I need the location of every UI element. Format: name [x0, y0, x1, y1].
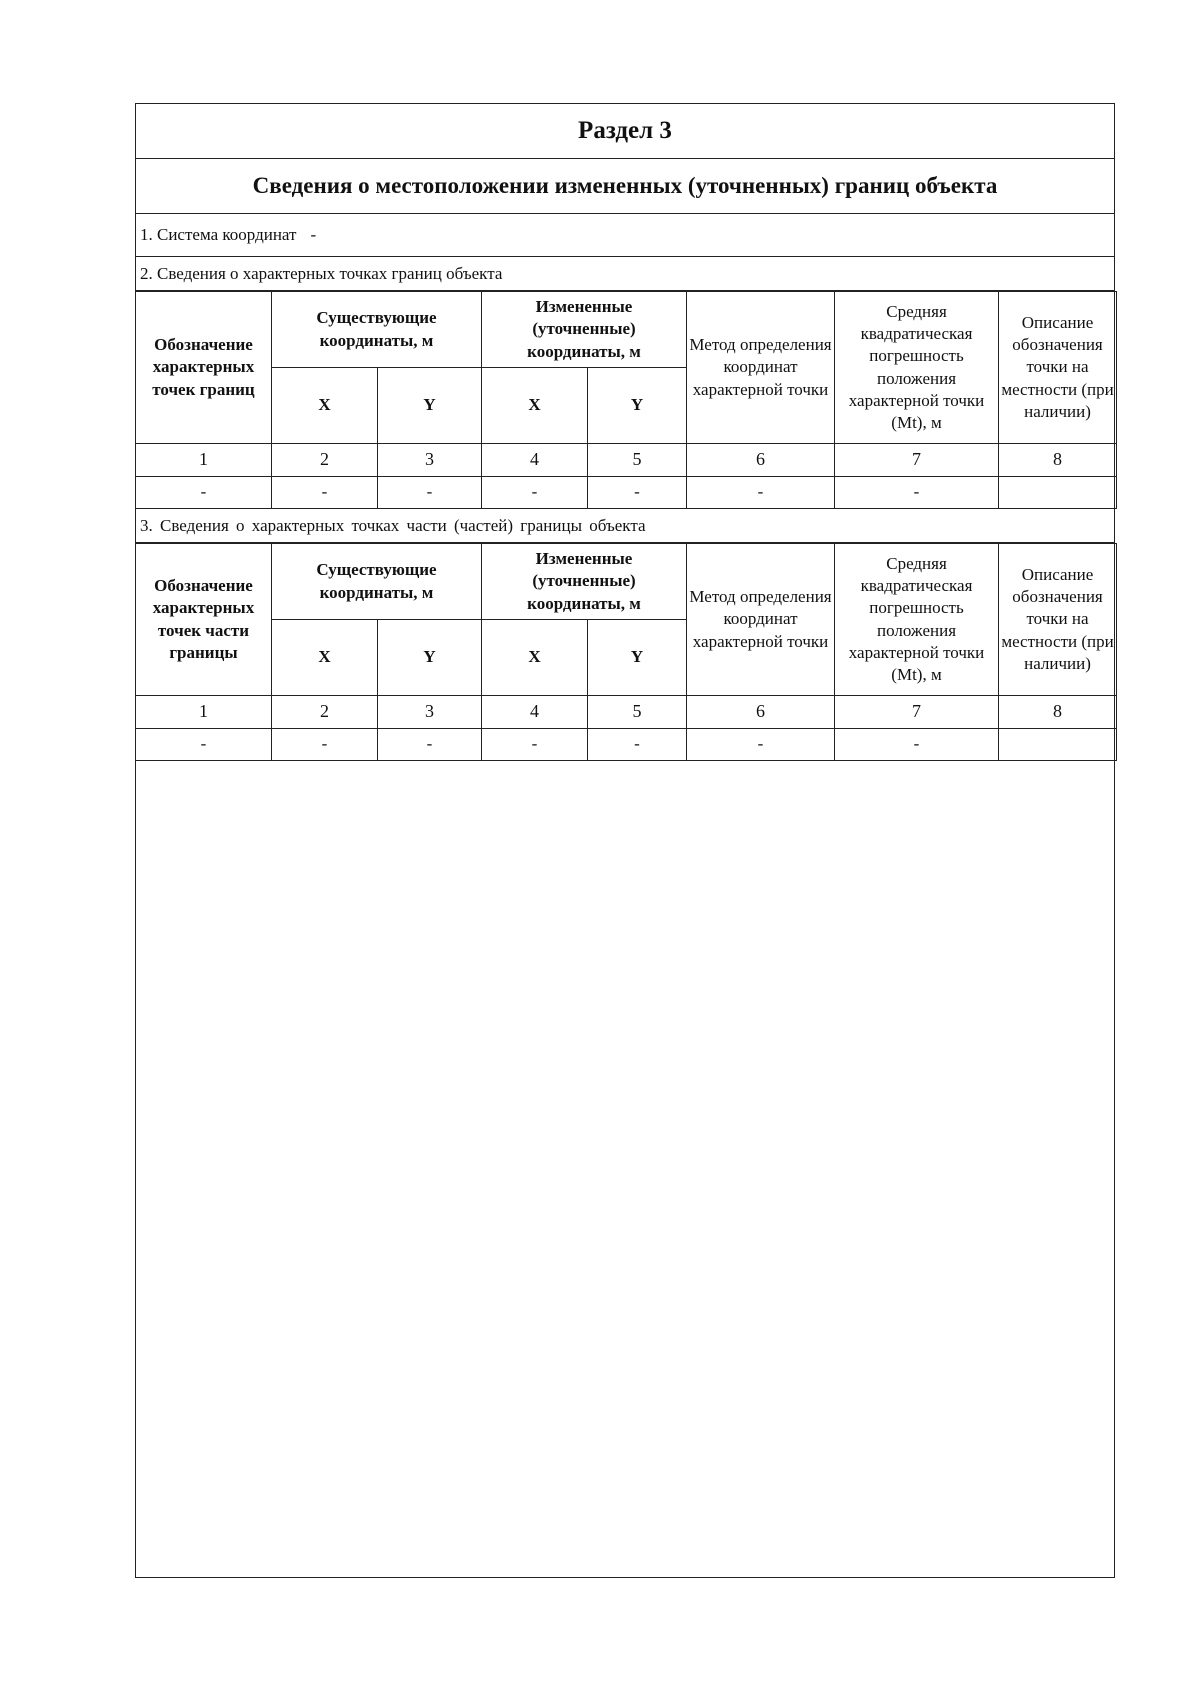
part2-header-existing: Существующие координаты, м: [272, 292, 482, 368]
part3-cell: -: [136, 729, 272, 761]
part3-header-y-changed: Y: [588, 620, 687, 696]
part2-col-number: 4: [482, 444, 588, 477]
part2-col-number: 3: [378, 444, 482, 477]
part2-header-method: Метод определения координат характерной точки: [687, 292, 835, 444]
part2-cell: -: [136, 477, 272, 509]
part2-header-y-existing: Y: [378, 368, 482, 444]
part2-col-number: 7: [835, 444, 999, 477]
part3-col-number: 4: [482, 696, 588, 729]
part2-header-y-changed: Y: [588, 368, 687, 444]
part3-col-number: 3: [378, 696, 482, 729]
part3-cell: -: [272, 729, 378, 761]
part2-cell: -: [482, 477, 588, 509]
part2-cell: -: [272, 477, 378, 509]
part2-cell: [999, 477, 1117, 509]
part3-caption: 3. Сведения о характерных точках части (частей) границы объекта: [136, 509, 1114, 543]
part3-col-number: 2: [272, 696, 378, 729]
part3-col-number: 6: [687, 696, 835, 729]
part3-cell: -: [835, 729, 999, 761]
part2-caption: 2. Сведения о характерных точках границ объекта: [136, 257, 1114, 291]
part2-header-x-changed: X: [482, 368, 588, 444]
part3-header-description: Описание обозначения точки на местности (при наличии): [999, 544, 1117, 696]
part2-cell: -: [687, 477, 835, 509]
part2-table: [135, 291, 1117, 509]
part2-cell: -: [378, 477, 482, 509]
part2-number-row: [136, 444, 1117, 477]
section-title: Раздел 3: [136, 104, 1114, 159]
part3-header-x-changed: X: [482, 620, 588, 696]
part2-header-designation: Обозначение характерных точек границ: [136, 292, 272, 444]
part3-header-existing: Существующие координаты, м: [272, 544, 482, 620]
coord-system-value: -: [310, 225, 317, 244]
part2-col-number: 2: [272, 444, 378, 477]
part3-col-number: 7: [835, 696, 999, 729]
part2-header-x-existing: X: [272, 368, 378, 444]
part2-col-number: 1: [136, 444, 272, 477]
coord-system-row: [136, 214, 1114, 257]
part3-header-changed: Измененные (уточненные) координаты, м: [482, 544, 687, 620]
part3-header-method: Метод определения координат характерной точки: [687, 544, 835, 696]
part3-col-number: 8: [999, 696, 1117, 729]
coord-system-label: 1. Система координат: [140, 225, 297, 244]
part3-col-number: 5: [588, 696, 687, 729]
part2-header-error: Средняя квадратическая погрешность положения характерной точки (Mt), м: [835, 292, 999, 444]
part3-col-number: 1: [136, 696, 272, 729]
document-frame: [135, 103, 1115, 1578]
part3-cell: -: [378, 729, 482, 761]
part3-value-row: [136, 729, 1117, 761]
part3-header-x-existing: X: [272, 620, 378, 696]
part3-header-designation: Обозначение характерных точек части границы: [136, 544, 272, 696]
part2-col-number: 6: [687, 444, 835, 477]
part3-number-row: [136, 696, 1117, 729]
part3-cell: -: [687, 729, 835, 761]
part2-header-changed: Измененные (уточненные) координаты, м: [482, 292, 687, 368]
part3-cell: [999, 729, 1117, 761]
part2-header-description: Описание обозначения точки на местности (при наличии): [999, 292, 1117, 444]
part2-value-row: [136, 477, 1117, 509]
section-heading: Сведения о местоположении измененных (уточненных) границ объекта: [136, 159, 1114, 214]
part3-header-error: Средняя квадратическая погрешность положения характерной точки (Mt), м: [835, 544, 999, 696]
part2-cell: -: [588, 477, 687, 509]
part3-header-y-existing: Y: [378, 620, 482, 696]
part3-table: [135, 543, 1117, 761]
part3-cell: -: [482, 729, 588, 761]
part2-col-number: 5: [588, 444, 687, 477]
part3-cell: -: [588, 729, 687, 761]
part2-col-number: 8: [999, 444, 1117, 477]
part2-cell: -: [835, 477, 999, 509]
